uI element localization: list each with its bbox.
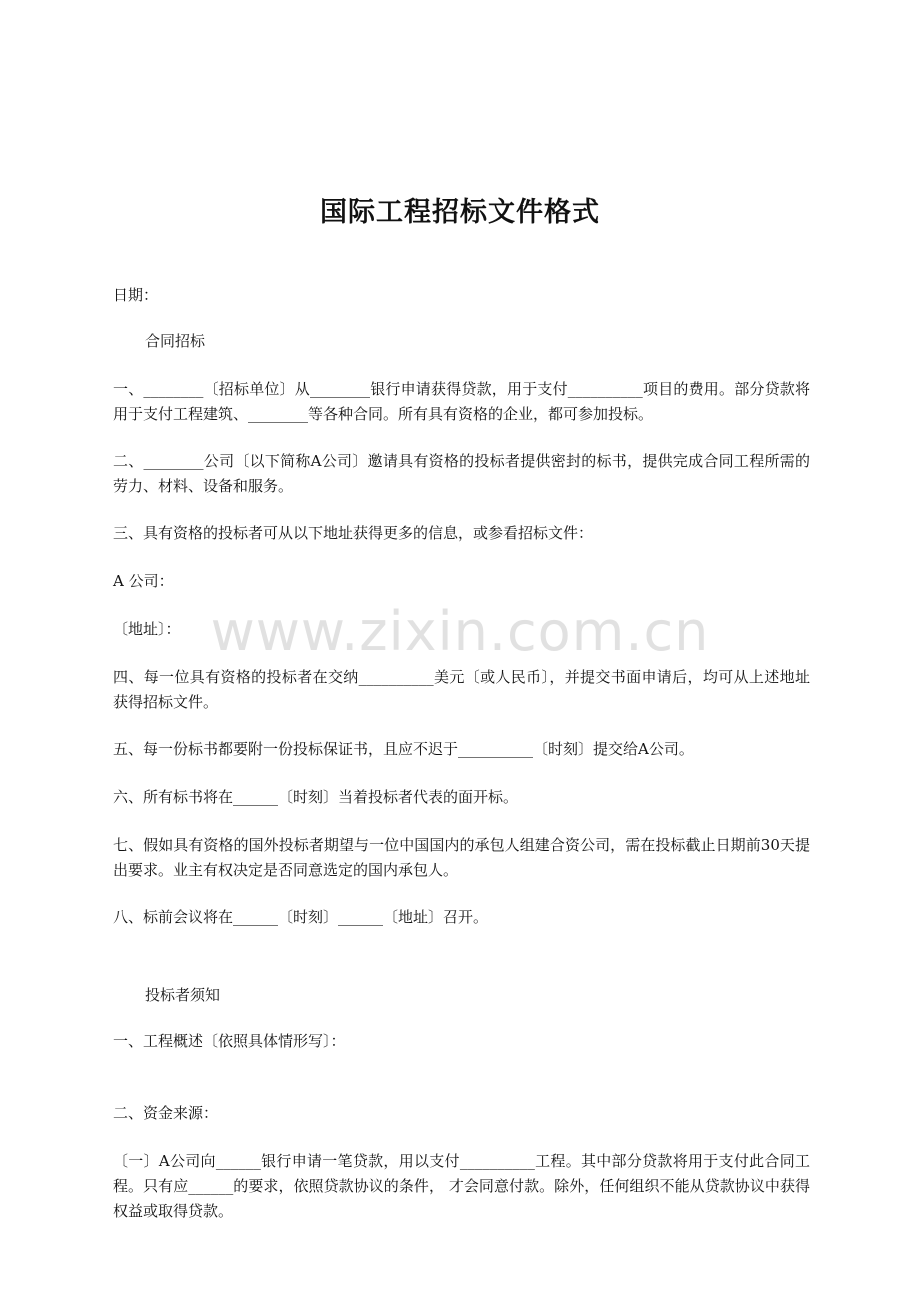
document-title: 国际工程招标文件格式 [320,197,600,228]
section-heading-bidder-notice: 投标者须知 [145,986,221,1004]
paragraph-5: 五、每一份标书都要附一份投标保证书，且应不迟于__________〔时刻〕提交给A公司。 [113,740,694,758]
notice-item-3: 〔一〕A公司向______银行申请一笔贷款，用以支付__________工程。其中部分贷款将用于支付此合同工程。只有应______的要求，依照贷款协议的条件， 才会同意付款。除外，任何组织不能从贷款协议中获得权益或取得贷款。 [113,1152,810,1220]
paragraph-8: 八、标前会议将在______〔时刻〕______〔地址〕召开。 [113,908,489,926]
date-label: 日期： [113,286,159,304]
paragraph-4: 四、每一位具有资格的投标者在交纳__________美元〔或人民币〕，并提交书面申请后，均可从上述地址获得招标文件。 [113,668,810,711]
watermark: www.zixin.com.cn [210,600,710,663]
notice-item-2: 二、资金来源： [113,1104,219,1122]
paragraph-3: 三、具有资格的投标者可从以下地址获得更多的信息，或参看招标文件： [113,524,594,542]
paragraph-2: 二、________公司〔以下简称A公司〕邀请具有资格的投标者提供密封的标书，提供完成合同工程所需的劳力、材料、设备和服务。 [113,452,810,495]
paragraph-1: 一、________〔招标单位〕从________银行申请获得贷款，用于支付__________项目的费用。部分贷款将用于支付工程建筑、________等各种合同。所有具有资格的企业，都可参加投标。 [113,380,810,423]
notice-item-1: 一、工程概述〔依照具体情形写〕： [113,1032,346,1050]
address-label: 〔地址〕： [113,620,181,638]
section-heading-contract-tender: 合同招标 [145,332,206,350]
paragraph-6: 六、所有标书将在______〔时刻〕当着投标者代表的面开标。 [113,788,519,806]
paragraph-7: 七、假如具有资格的国外投标者期望与一位中国国内的承包人组建合资公司，需在投标截止日期前30天提出要求。业主有权决定是否同意选定的国内承包人。 [113,836,810,879]
company-label: A 公司： [113,572,174,590]
